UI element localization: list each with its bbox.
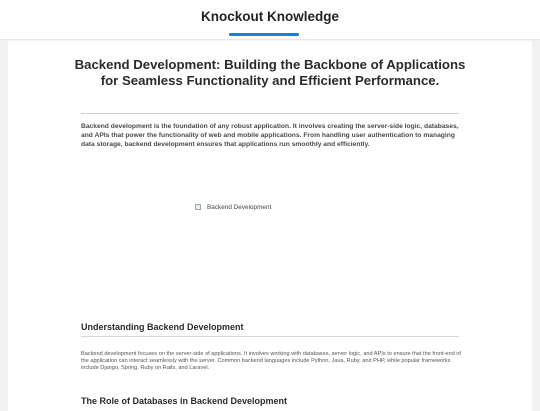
image-alt-text: Backend Development	[207, 203, 272, 211]
article-intro: Backend development is the foundation of any robust application. It involves creating the server-side logic, databases, and APIs that power the functionality of web and mobile applications. From handling user authentication to managing data storage, backend development ensures that applications run smoothly and efficiently.	[81, 123, 459, 148]
article-card	[8, 41, 532, 411]
article-title: Backend Development: Building the Backbone of Applications for Seamless Functionality and Efficient Performance.	[74, 57, 466, 88]
title-underline	[229, 33, 299, 36]
article-image	[195, 201, 335, 213]
title-divider	[81, 113, 459, 114]
section-text-understanding: Backend development focuses on the server-side of applications. It involves working with databases, server logic, and APIs to ensure that the front-end of the application can interact seamlessly with the server. Common backend languages include Python, Java, Ruby, and PHP, while popular frameworks include Django, Spring, Ruby on Rails, and Laravel.	[81, 351, 461, 372]
section-heading-databases: The Role of Databases in Backend Development	[81, 396, 288, 406]
section-heading-understanding: Understanding Backend Development	[81, 322, 244, 332]
site-header	[0, 0, 540, 40]
section-divider	[81, 336, 459, 337]
site-title[interactable]: Knockout Knowledge	[201, 9, 339, 24]
broken-image-icon	[195, 204, 201, 210]
